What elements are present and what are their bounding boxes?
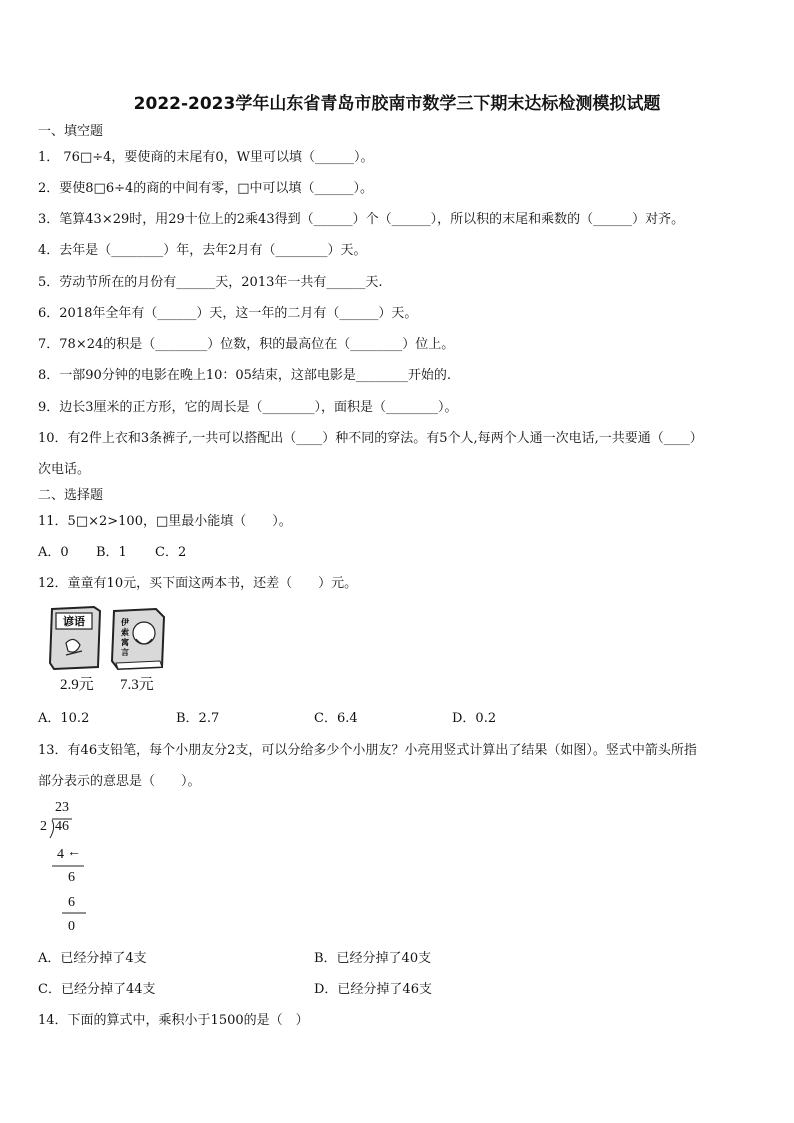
book2-title-2: 索 xyxy=(121,628,129,637)
question-10-line1: 10．有2件上衣和3条裤子,一共可以搭配出（____）种不同的穿法。有5个人,每两个人通一次电话,一共要通（____） xyxy=(38,431,703,446)
book1-price: 2.9元 xyxy=(60,677,94,693)
question-14: 14．下面的算式中，乘积小于1500的是（ ） xyxy=(38,1013,309,1028)
division-quotient: 23 xyxy=(55,800,69,815)
division-remainder2: 0 xyxy=(68,919,75,934)
question-13-line2: 部分表示的意思是（ ）。 xyxy=(38,774,201,789)
q13-option-c: C．已经分掉了44支 xyxy=(38,982,156,997)
q13-option-b: B．已经分掉了40支 xyxy=(314,951,432,966)
page-title: 2022-2023学年山东省青岛市胶南市数学三下期末达标检测模拟试题 xyxy=(133,94,661,114)
question-9: 9．边长3厘米的正方形，它的周长是（________），面积是（________）。 xyxy=(38,400,458,415)
question-4: 4．去年是（________）年，去年2月有（________）天。 xyxy=(38,243,367,258)
long-division-figure xyxy=(38,798,108,938)
q12-option-b: B．2.7 xyxy=(176,711,220,726)
question-7: 7．78×24的积是（________）位数，积的最高位在（________）位上。 xyxy=(38,337,455,352)
section-choice: 二、选择题 xyxy=(38,488,104,503)
division-remainder1: 6 xyxy=(68,870,75,885)
question-2: 2．要使8□6÷4的商的中间有零，□中可以填（______）。 xyxy=(38,181,374,196)
q12-option-a: A．10.2 xyxy=(38,711,90,726)
question-6: 6．2018年全年有（______）天，这一年的二月有（______）天。 xyxy=(38,306,418,321)
arrow-icon: ← xyxy=(67,845,81,860)
question-10-line2: 次电话。 xyxy=(38,462,91,477)
q12-option-d: D．0.2 xyxy=(452,711,497,726)
question-5: 5．劳动节所在的月份有______天，2013年一共有______天. xyxy=(38,275,383,290)
q11-option-c: C．2 xyxy=(155,545,187,560)
division-step2: 6 xyxy=(68,895,75,910)
question-12: 12．童童有10元，买下面这两本书，还差（ ）元。 xyxy=(38,576,358,591)
book1-title: 谚语 xyxy=(63,615,85,628)
book2-title-4: 言 xyxy=(121,648,129,657)
book-icons xyxy=(44,603,184,673)
division-lines xyxy=(38,798,108,938)
division-dividend: 46 xyxy=(55,819,69,834)
division-divisor: 2 xyxy=(40,819,47,834)
q12-option-c: C．6.4 xyxy=(314,711,358,726)
book2-title-3: 寓 xyxy=(121,638,129,647)
q11-option-a: A．0 xyxy=(38,545,69,560)
section-fill-blank: 一、填空题 xyxy=(38,124,104,139)
question-8: 8．一部90分钟的电影在晚上10：05结束，这部电影是________开始的. xyxy=(38,368,452,383)
books-illustration xyxy=(44,603,184,695)
book2-title-1: 伊 xyxy=(121,618,129,627)
division-step1: 4 xyxy=(57,847,64,862)
question-1: 1． 76□÷4，要使商的末尾有0，W里可以填（______）。 xyxy=(38,150,374,165)
q11-option-b: B．1 xyxy=(96,545,127,560)
book2-price: 7.3元 xyxy=(120,677,154,693)
question-13-line1: 13．有46支铅笔，每个小朋友分2支，可以分给多少个小朋友？小亮用竖式计算出了结果（如图）。竖式中箭头所指 xyxy=(38,743,697,758)
q13-option-a: A．已经分掉了4支 xyxy=(38,951,147,966)
q13-option-d: D．已经分掉了46支 xyxy=(314,982,432,997)
question-3: 3．笔算43×29时，用29十位上的2乘43得到（______）个（______），所以积的末尾和乘数的（______）对齐。 xyxy=(38,212,685,227)
question-11: 11．5□×2>100，□里最小能填（ ）。 xyxy=(38,514,292,529)
